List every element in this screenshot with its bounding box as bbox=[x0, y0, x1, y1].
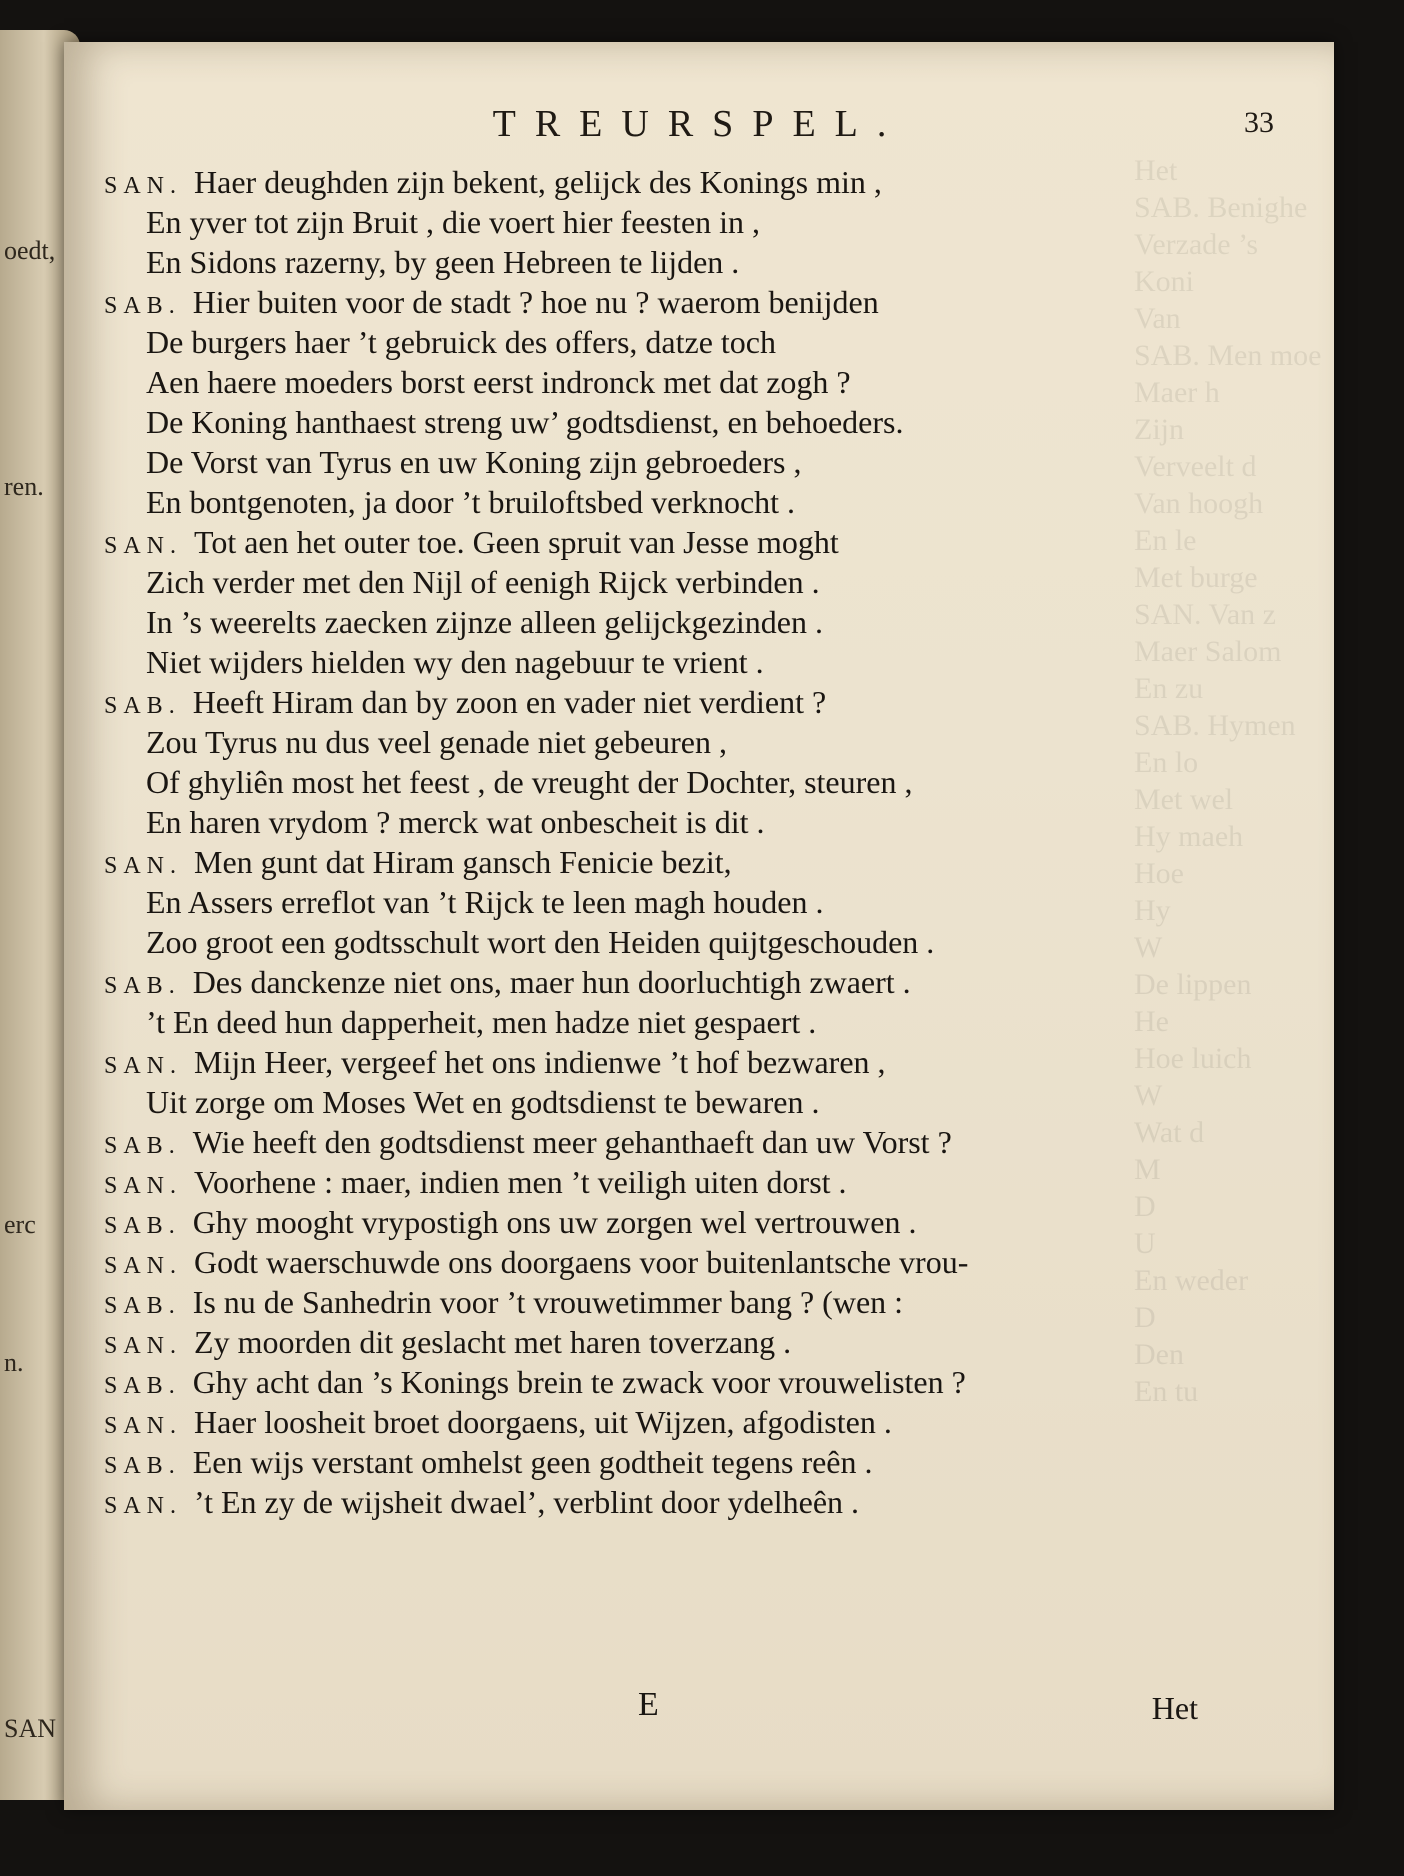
signature-mark: E bbox=[638, 1686, 659, 1723]
verse-line bbox=[104, 282, 1294, 322]
line-text: Zoo groot een godtsschult wort den Heiden quijtgeschouden . bbox=[146, 924, 935, 960]
verse-line bbox=[104, 242, 1294, 282]
speaker-label: SAN. bbox=[104, 1333, 183, 1359]
speaker-label: SAB. bbox=[104, 1133, 181, 1159]
verse-line bbox=[104, 442, 1294, 482]
bleed-through-text: Het SAB. Benighe Verzade ’s Koni Van SAB. Men moe Maer h Zijn Verveelt d Van hoogh En le Met burge SAN. Van z Maer Salom En zu SAB. Hymen En lo Met wel Hy maeh Hoe Hy W De lippen He Hoe luich W Wat d M D U En weder D Den En tu bbox=[1134, 154, 1322, 1408]
speaker-label: SAB. bbox=[104, 1293, 181, 1319]
line-text: Niet wijders hielden wy den nagebuur te vrient . bbox=[146, 644, 764, 680]
line-text: Ghy acht dan ’s Konings brein te zwack voor vrouwelisten ? bbox=[192, 1364, 966, 1400]
line-text: Zy moorden dit geslacht met haren toverzang . bbox=[194, 1324, 792, 1360]
speaker-label: SAB. bbox=[104, 693, 181, 719]
line-text: In ’s weerelts zaecken zijnze alleen gelijckgezinden . bbox=[146, 604, 823, 640]
line-text: Mijn Heer, vergeef het ons indienwe ’t hof bezwaren , bbox=[194, 1044, 886, 1080]
line-text: Tot aen het outer toe. Geen spruit van Jesse moght bbox=[194, 524, 839, 560]
verse-line bbox=[104, 1162, 1294, 1202]
verse-line bbox=[104, 1482, 1294, 1522]
verse-line bbox=[104, 402, 1294, 442]
line-text: Ghy mooght vrypostigh ons uw zorgen wel vertrouwen . bbox=[192, 1204, 917, 1240]
line-text: Wie heeft den godtsdienst meer gehanthaeft dan uw Vorst ? bbox=[192, 1124, 952, 1160]
verse-line bbox=[104, 722, 1294, 762]
verse-line bbox=[104, 1322, 1294, 1362]
verse-line bbox=[104, 162, 1294, 202]
speaker-label: SAB. bbox=[104, 293, 181, 319]
speaker-label: SAB. bbox=[104, 1373, 181, 1399]
left-page-fragment: oedt, bbox=[4, 236, 56, 265]
verse-line bbox=[104, 962, 1294, 1002]
line-text: ’t En deed hun dapperheit, men hadze niet gespaert . bbox=[146, 1004, 817, 1040]
verse-line bbox=[104, 1442, 1294, 1482]
speaker-label: SAN. bbox=[104, 533, 183, 559]
running-title: TREURSPEL. bbox=[492, 103, 906, 145]
speaker-label: SAN. bbox=[104, 173, 183, 199]
line-text: Aen haere moeders borst eerst indronck met dat zogh ? bbox=[146, 364, 851, 400]
line-text: En bontgenoten, ja door ’t bruiloftsbed verknocht . bbox=[146, 484, 796, 520]
verse-line bbox=[104, 682, 1294, 722]
line-text: En Assers erreflot van ’t Rijck te leen magh houden . bbox=[146, 884, 824, 920]
line-text: Haer deughden zijn bekent, gelijck des Konings min , bbox=[194, 164, 882, 200]
line-text: Is nu de Sanhedrin voor ’t vrouwetimmer bang ? (wen : bbox=[192, 1284, 904, 1320]
line-text: Uit zorge om Moses Wet en godtsdienst te bewaren . bbox=[146, 1084, 820, 1120]
verse-line bbox=[104, 522, 1294, 562]
verse-line bbox=[104, 602, 1294, 642]
line-text: Men gunt dat Hiram gansch Fenicie bezit, bbox=[194, 844, 732, 880]
speaker-label: SAN. bbox=[104, 853, 183, 879]
line-text: ’t En zy de wijsheit dwael’, verblint door ydelheên . bbox=[194, 1484, 860, 1520]
line-text: Hier buiten voor de stadt ? hoe nu ? waerom benijden bbox=[192, 284, 879, 320]
line-text: Een wijs verstant omhelst geen godtheit tegens reên . bbox=[192, 1444, 873, 1480]
speaker-label: SAN. bbox=[104, 1053, 183, 1079]
verse-line bbox=[104, 1042, 1294, 1082]
speaker-label: SAB. bbox=[104, 1213, 181, 1239]
verse-line bbox=[104, 842, 1294, 882]
verse-line bbox=[104, 642, 1294, 682]
verse-line bbox=[104, 1402, 1294, 1442]
verse-line bbox=[104, 802, 1294, 842]
left-page-fragment: n. bbox=[4, 1348, 24, 1377]
verse-line bbox=[104, 1082, 1294, 1122]
verse-line bbox=[104, 482, 1294, 522]
catchword: Het bbox=[1151, 1690, 1198, 1726]
verse-line bbox=[104, 1002, 1294, 1042]
line-text: Des danckenze niet ons, maer hun doorluchtigh zwaert . bbox=[192, 964, 911, 1000]
speaker-label: SAN. bbox=[104, 1173, 183, 1199]
verse-line bbox=[104, 562, 1294, 602]
line-text: Heeft Hiram dan by zoon en vader niet verdient ? bbox=[192, 684, 827, 720]
page-number: 33 bbox=[1244, 106, 1274, 139]
left-page-fragment: ren. bbox=[4, 472, 44, 501]
line-text: En haren vrydom ? merck wat onbescheit is dit . bbox=[146, 804, 765, 840]
verse-line bbox=[104, 1122, 1294, 1162]
verse-text bbox=[104, 162, 1294, 1522]
verse-line bbox=[104, 1362, 1294, 1402]
line-text: En Sidons razerny, by geen Hebreen te lijden . bbox=[146, 244, 740, 280]
line-text: De Vorst van Tyrus en uw Koning zijn gebroeders , bbox=[146, 444, 802, 480]
line-text: Godt waerschuwde ons doorgaens voor buitenlantsche vrou- bbox=[194, 1244, 969, 1280]
line-text: Haer loosheit broet doorgaens, uit Wijzen, afgodisten . bbox=[194, 1404, 892, 1440]
line-text: Of ghyliên most het feest , de vreught der Dochter, steuren , bbox=[146, 764, 913, 800]
verse-line bbox=[104, 762, 1294, 802]
speaker-label: SAB. bbox=[104, 973, 181, 999]
verse-line bbox=[104, 1282, 1294, 1322]
line-text: Zou Tyrus nu dus veel genade niet gebeuren , bbox=[146, 724, 727, 760]
verse-line bbox=[104, 1202, 1294, 1242]
line-text: En yver tot zijn Bruit , die voert hier feesten in , bbox=[146, 204, 761, 240]
book-page bbox=[64, 42, 1334, 1810]
verse-line bbox=[104, 202, 1294, 242]
verse-line bbox=[104, 362, 1294, 402]
left-page-fragment: erc bbox=[4, 1210, 36, 1239]
line-text: De Koning hanthaest streng uw’ godtsdienst, en behoeders. bbox=[146, 404, 904, 440]
verse-line bbox=[104, 882, 1294, 922]
speaker-label: SAB. bbox=[104, 1453, 181, 1479]
verse-line bbox=[104, 1242, 1294, 1282]
line-text: Zich verder met den Nijl of eenigh Rijck verbinden . bbox=[146, 564, 820, 600]
speaker-label: SAN. bbox=[104, 1493, 183, 1519]
left-page-fragment: SAN bbox=[4, 1714, 57, 1743]
speaker-label: SAN. bbox=[104, 1253, 183, 1279]
speaker-label: SAN. bbox=[104, 1413, 183, 1439]
line-text: De burgers haer ’t gebruick des offers, datze toch bbox=[146, 324, 776, 360]
verse-line bbox=[104, 922, 1294, 962]
verse-line bbox=[104, 322, 1294, 362]
line-text: Voorhene : maer, indien men ’t veiligh uiten dorst . bbox=[194, 1164, 847, 1200]
